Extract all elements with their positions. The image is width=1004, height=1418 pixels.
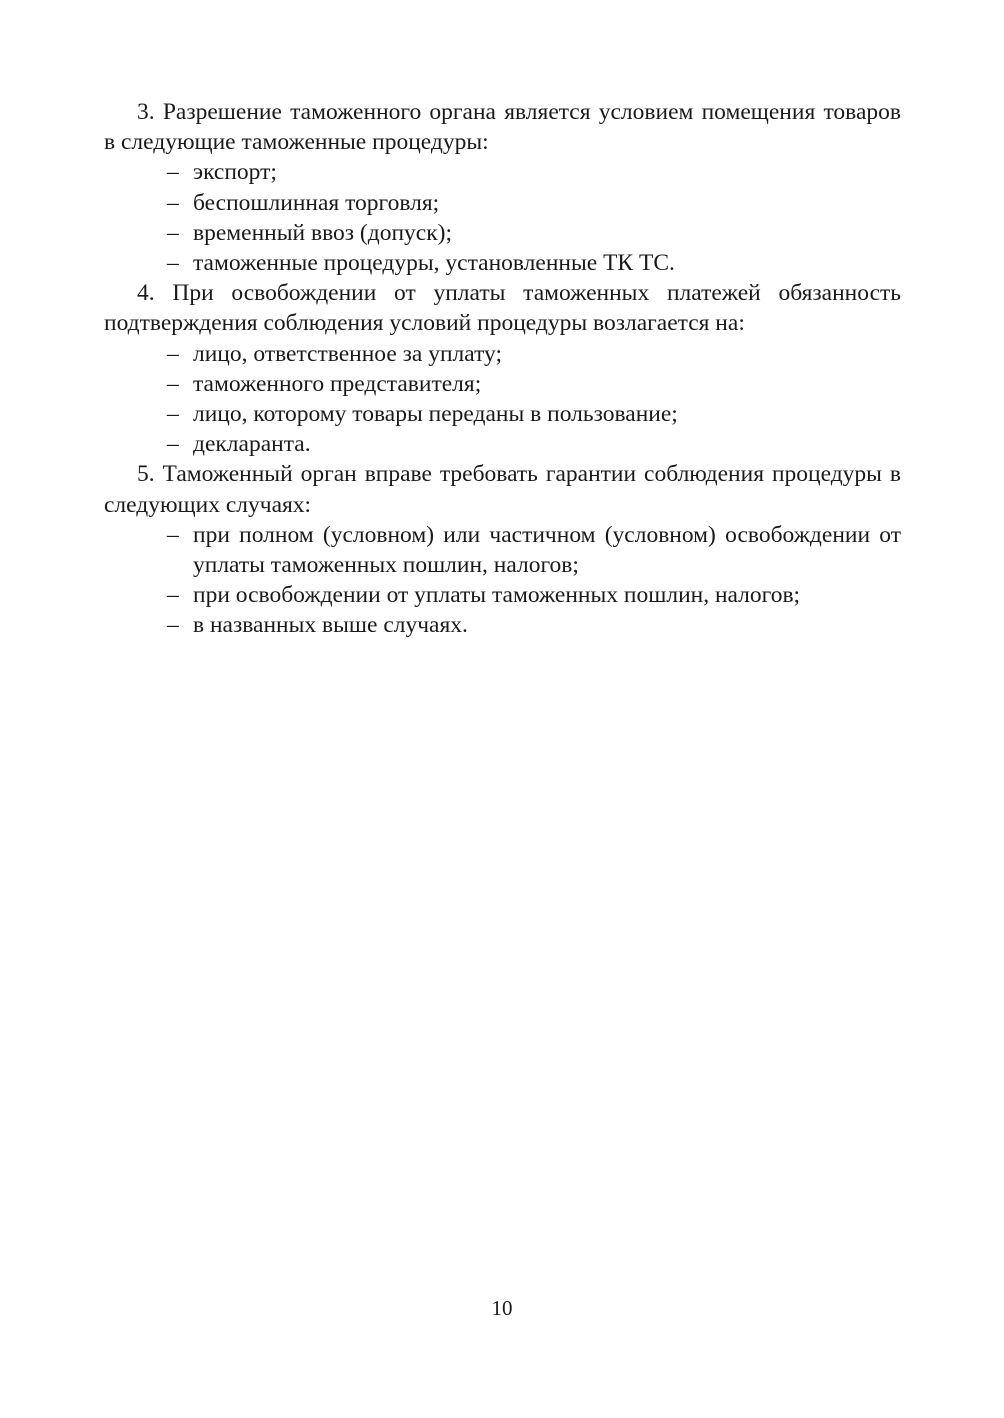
answer-option-text: таможенные процедуры, установленные ТК ТС. xyxy=(193,250,675,277)
answer-options xyxy=(104,157,901,278)
answer-option xyxy=(104,610,901,640)
answer-option xyxy=(104,399,901,429)
answer-option-text: экспорт; xyxy=(193,159,277,186)
answer-option xyxy=(104,339,901,369)
dash-bullet: – xyxy=(167,340,179,367)
answer-option-text: при полном (условном) или частичном (условном) освобождении от уплаты таможенных пошлин, налогов; xyxy=(193,521,901,579)
dash-bullet: – xyxy=(167,431,179,458)
answer-option-text: беспошлинная торговля; xyxy=(193,189,440,216)
answer-option-text: лицо, которому товары переданы в пользование; xyxy=(193,401,678,428)
dash-bullet: – xyxy=(167,582,179,609)
question-4 xyxy=(104,278,901,459)
page-content xyxy=(104,97,901,641)
answer-option-text: временный ввоз (допуск); xyxy=(193,219,452,246)
dash-bullet: – xyxy=(167,401,179,428)
answer-option-text: декларанта. xyxy=(193,431,311,458)
dash-bullet: – xyxy=(167,612,179,639)
answer-option xyxy=(104,520,901,580)
question-3 xyxy=(104,97,901,278)
answer-option-text: лицо, ответственное за уплату; xyxy=(193,340,503,367)
dash-bullet: – xyxy=(167,189,179,216)
dash-bullet: – xyxy=(167,159,179,186)
dash-bullet: – xyxy=(167,250,179,277)
question-text: 5. Таможенный орган вправе требовать гарантии соблюдения процедуры в следующих случаях: xyxy=(104,461,901,518)
answer-option xyxy=(104,248,901,278)
dash-bullet: – xyxy=(167,370,179,397)
answer-option-text: в названных выше случаях. xyxy=(193,612,468,639)
answer-option-text: при освобождении от уплаты таможенных пошлин, налогов; xyxy=(193,582,801,609)
answer-option xyxy=(104,369,901,399)
answer-option xyxy=(104,429,901,459)
dash-bullet: – xyxy=(167,521,179,548)
answer-options xyxy=(104,339,901,460)
answer-option xyxy=(104,188,901,218)
answer-option xyxy=(104,157,901,187)
answer-option-text: таможенного представителя; xyxy=(193,370,482,397)
answer-options xyxy=(104,520,901,641)
page-number: 10 xyxy=(491,1296,513,1320)
answer-option xyxy=(104,580,901,610)
dash-bullet: – xyxy=(167,219,179,246)
question-text: 4. При освобождении от уплаты таможенных платежей обязанность подтверждения соблюдения условий процедуры возлагается на: xyxy=(104,280,901,337)
question-5 xyxy=(104,459,901,640)
answer-option xyxy=(104,218,901,248)
question-text: 3. Разрешение таможенного органа является условием помещения товаров в следующие таможенные процедуры: xyxy=(104,99,901,156)
